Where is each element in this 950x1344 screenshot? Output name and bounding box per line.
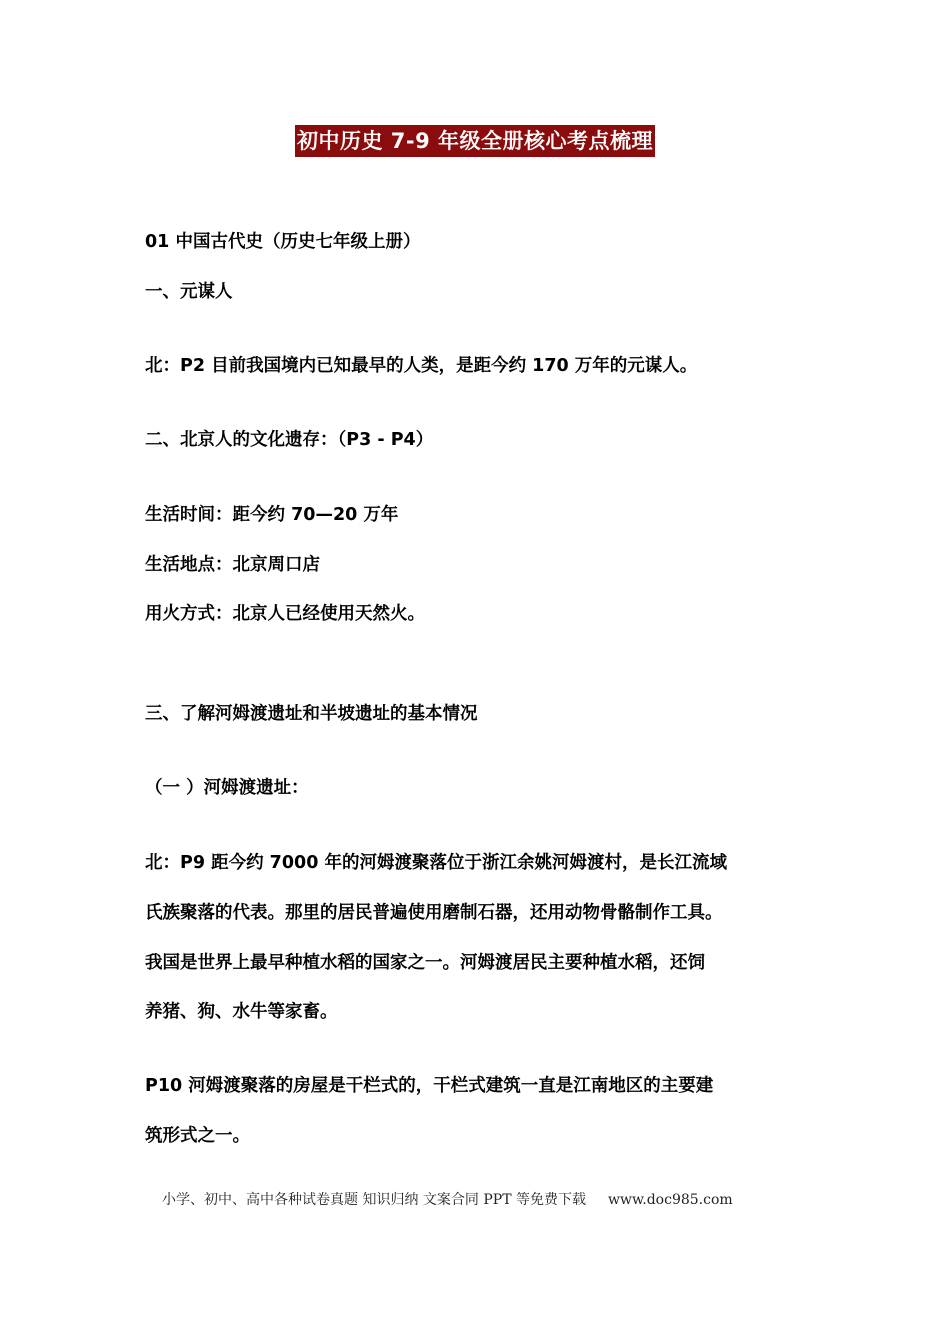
paragraph-hemudu-line-1: 北：P9 距今约 7000 年的河姆渡聚落位于浙江余姚河姆渡村，是长江流域 xyxy=(145,853,727,873)
document-title: 初中历史 7-9 年级全册核心考点梳理 xyxy=(295,125,655,157)
title-container xyxy=(0,125,950,157)
heading-yuanmou-man: 一、元谋人 xyxy=(145,282,233,302)
paragraph-hemudu-line-2: 氏族聚落的代表。那里的居民普遍使用磨制石器，还用动物骨骼制作工具。 xyxy=(145,903,723,923)
subheading-hemudu: （一 ）河姆渡遗址： xyxy=(145,778,309,798)
peking-man-location: 生活地点：北京周口店 xyxy=(145,555,320,575)
peking-man-time: 生活时间：距今约 70—20 万年 xyxy=(145,505,399,525)
footer-text: 小学、初中、高中各种试卷真题 知识归纳 文案合同 PPT 等免费下载 xyxy=(162,1192,586,1208)
paragraph-yuanmou: 北：P2 目前我国境内已知最早的人类，是距今约 170 万年的元谋人。 xyxy=(145,356,698,376)
heading-hemudu-banpo: 三、了解河姆渡遗址和半坡遗址的基本情况 xyxy=(145,704,478,724)
paragraph-hemudu-line-4: 养猪、狗、水牛等家畜。 xyxy=(145,1002,338,1022)
footer-url: www.doc985.com xyxy=(607,1192,733,1208)
page-footer xyxy=(162,1190,733,1210)
paragraph-hemudu-houses-line-1: P10 河姆渡聚落的房屋是干栏式的，干栏式建筑一直是江南地区的主要建 xyxy=(145,1076,714,1096)
peking-man-fire: 用火方式：北京人已经使用天然火。 xyxy=(145,604,425,624)
heading-peking-man: 二、北京人的文化遗存：（P3 - P4） xyxy=(145,430,434,450)
paragraph-hemudu-houses-line-2: 筑形式之一。 xyxy=(145,1126,250,1146)
paragraph-hemudu-line-3: 我国是世界上最早种植水稻的国家之一。河姆渡居民主要种植水稻，还饲 xyxy=(145,953,705,973)
section-heading-ancient-china: 01 中国古代史（历史七年级上册） xyxy=(145,232,421,252)
